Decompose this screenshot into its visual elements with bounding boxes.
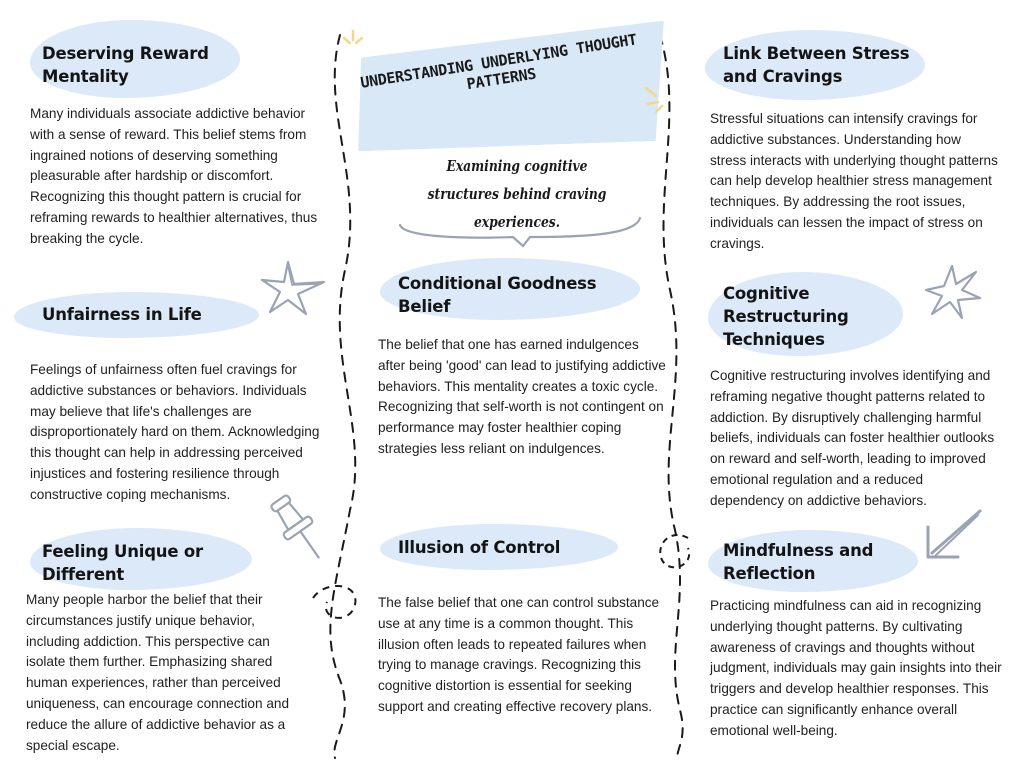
- section-heading-stress-cravings: Link Between Stress and Cravings: [723, 44, 910, 86]
- page-subtitle: Examining cognitive structures behind craving experiences.: [427, 157, 607, 231]
- speech-bubble-underline: [395, 210, 645, 250]
- section-body-stress-cravings: Stressful situations can intensify cravings for addictive substances. Understanding how stress interacts with underlying thought patterns can help develop healthier stress management techniques. By addressing the root issues, individuals can lessen the impact of stress on cravings.: [710, 111, 998, 251]
- section-heading-cognitive-restructuring: Cognitive Restructuring Techniques: [723, 284, 849, 349]
- section-body-feeling-unique: Many people harbor the belief that their circumstances justify unique behavior, including addiction. This perspective can isolate them further. Emphasizing shared human experiences, rather than perceived uniqueness, can encourage connection and reduce the allure of addictive behavior as a special escape.: [26, 592, 290, 753]
- section-heading-feeling-unique: Feeling Unique or Different: [42, 542, 203, 584]
- section-body-mindfulness: Practicing mindfulness can aid in recognizing underlying thought patterns. By cultivating awareness of cravings and thoughts without judgment, individuals may gain insights into their triggers and develop healthier responses. This practice can significantly enhance overall emotional well-being.: [710, 598, 1002, 738]
- section-heading-conditional-goodness: Conditional Goodness Belief: [398, 274, 597, 316]
- sparkle-icon: [338, 28, 368, 58]
- section-body-unfairness: Feelings of unfairness often fuel cravings for addictive substances or behaviors. Individuals may believe that life's challenges are disproportionately hard on them. Acknowledging this thought can help in addressing perceived injustices and fostering resilience through constructive coping mechanisms.: [30, 362, 320, 502]
- section-body-deserving-reward: Many individuals associate addictive behavior with a sense of reward. This belief stems from ingrained notions of deserving something pleasurable after hardship or discomfort. Recognizing this thought pattern is crucial for reframing rewards to healthier alternatives, thus breaking the cycle.: [30, 106, 318, 246]
- section-body-cognitive-restructuring: Cognitive restructuring involves identifying and reframing negative thought patterns related to addiction. By disruptively challenging harmful beliefs, individuals can foster healthier outlooks on reward and self-worth, leading to improved emotional regulation and a reduced dependency on addictive behaviors.: [710, 368, 995, 508]
- star-doodle-icon: [258, 258, 330, 318]
- dashed-loop-left: [305, 580, 375, 630]
- page-title: UNDERSTANDING UNDERLYING THOUGHT PATTERNS: [359, 30, 638, 94]
- dashed-loop-right: [650, 530, 700, 575]
- arrow-doodle-icon: [918, 505, 988, 565]
- section-body-conditional-goodness: The belief that one has earned indulgences after being 'good' can lead to justifying addictive behaviors. This mentality creates a toxic cycle. Recognizing that self-worth is not contingent on performance may foster healthier coping strategies less reliant on indulgences.: [378, 337, 666, 456]
- section-body-illusion-of-control: The false belief that one can control substance use at any time is a common thought. This illusion often leads to repeated failures when trying to manage cravings. Recognizing this cognitive distortion is essential for seeking support and creating effective recovery plans.: [378, 595, 660, 714]
- section-heading-unfairness: Unfairness in Life: [42, 305, 202, 324]
- section-heading-illusion-of-control: Illusion of Control: [398, 538, 561, 557]
- section-heading-mindfulness: Mindfulness and Reflection: [723, 541, 874, 583]
- sparkle-icon: [642, 82, 678, 118]
- burst-doodle-icon: [922, 262, 982, 322]
- section-heading-deserving-reward: Deserving Reward Mentality: [42, 44, 209, 86]
